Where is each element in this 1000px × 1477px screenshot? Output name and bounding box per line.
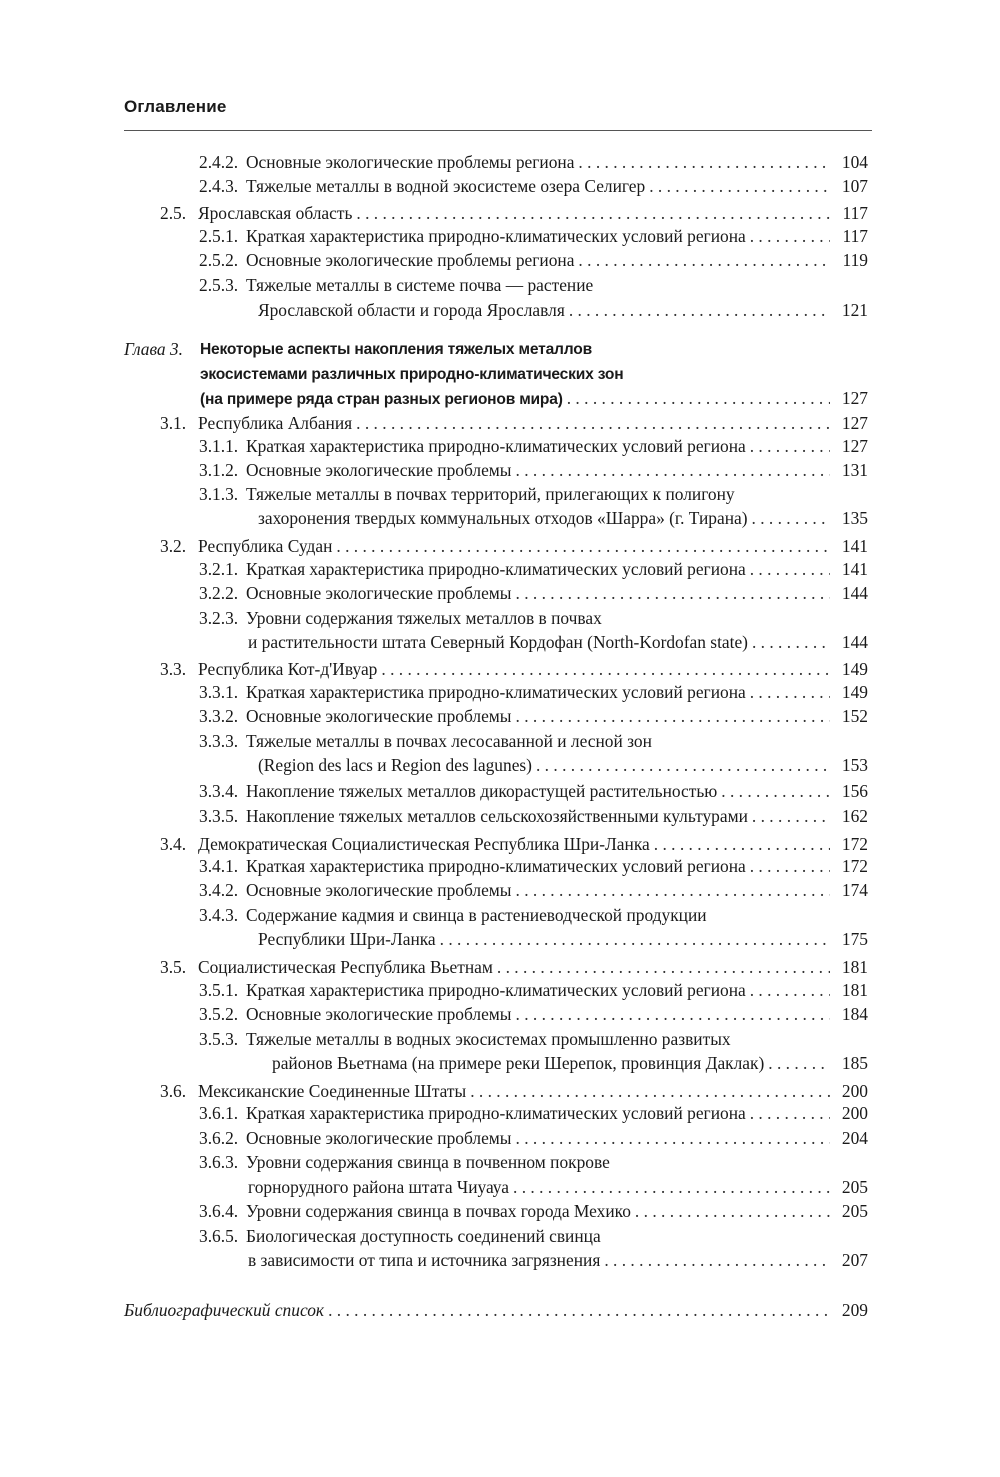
toc-entry[interactable] <box>0 557 1000 582</box>
section-title: Уровни содержания свинца в почвенном покрове <box>246 1152 610 1172</box>
page-number: 104 <box>841 152 868 172</box>
toc-entry[interactable] <box>0 779 1000 804</box>
toc-entry[interactable] <box>0 1101 1000 1126</box>
section-number: 3.4.3. <box>199 905 239 925</box>
page-number: 149 <box>841 682 868 702</box>
section-title: Основные экологические проблемы <box>246 880 512 900</box>
page-number: 181 <box>841 957 868 977</box>
toc-entry[interactable] <box>0 1051 1000 1076</box>
chapter-title: Некоторые аспекты накопления тяжелых металлов <box>200 341 592 358</box>
toc-entry[interactable] <box>0 680 1000 705</box>
section-title: Ярославской области и города Ярославля <box>258 300 565 320</box>
toc-entry[interactable] <box>0 273 1000 298</box>
section-number: 3.3.5. <box>199 806 239 826</box>
page-number: 127 <box>841 388 868 408</box>
section-title: захоронения твердых коммунальных отходов «Шарра» (г. Тирана) <box>258 508 748 528</box>
dot-leader <box>750 1101 830 1126</box>
section-title: Краткая характеристика природно-климатических условий региона <box>246 559 746 579</box>
page-number: 152 <box>841 706 868 726</box>
header-rule <box>124 130 872 131</box>
section-title: Основные экологические проблемы <box>246 706 512 726</box>
dot-leader <box>750 557 830 582</box>
toc-entry[interactable] <box>0 411 1000 436</box>
section-title: Краткая характеристика природно-климатических условий региона <box>246 226 746 246</box>
section-number: 3.5.1. <box>199 980 239 1000</box>
toc-entry[interactable] <box>0 1298 1000 1323</box>
dot-leader <box>356 201 830 226</box>
toc-entry[interactable] <box>0 458 1000 483</box>
page-number: 131 <box>841 460 868 480</box>
toc-entry[interactable] <box>0 1150 1000 1175</box>
section-number: 3.5. <box>160 957 187 977</box>
section-title: Тяжелые металлы в почвах лесосаванной и лесной зон <box>246 731 652 751</box>
page-number: 117 <box>842 203 868 223</box>
toc-entry[interactable] <box>0 224 1000 249</box>
page-number: 141 <box>841 559 868 579</box>
section-title: Содержание кадмия и свинца в растениеводческой продукции <box>246 905 707 925</box>
section-title: горнорудного района штата Чиуауа <box>248 1177 509 1197</box>
section-number: 3.6.2. <box>199 1128 239 1148</box>
section-number: 3.4. <box>160 834 187 854</box>
toc-entry[interactable] <box>0 534 1000 559</box>
dot-leader <box>635 1199 830 1224</box>
page-number: 153 <box>841 755 868 775</box>
dot-leader <box>516 1126 831 1151</box>
section-number: 3.6.4. <box>199 1201 239 1221</box>
section-title: Республика Судан <box>198 536 333 556</box>
section-number: 3.1.1. <box>199 436 239 456</box>
section-title: Краткая характеристика природно-климатических условий региона <box>246 856 746 876</box>
page-number: 184 <box>841 1004 868 1024</box>
section-number: 3.1. <box>160 413 187 433</box>
toc-entry[interactable] <box>0 1224 1000 1249</box>
toc-entry[interactable] <box>0 386 1000 411</box>
section-title: Накопление тяжелых металлов дикорастущей растительностью <box>246 781 718 801</box>
toc-entry[interactable] <box>0 337 1000 362</box>
section-title: Уровни содержания тяжелых металлов в почвах <box>246 608 602 628</box>
dot-leader <box>752 506 830 531</box>
chapter-label: Глава 3. <box>124 339 183 359</box>
dot-leader <box>516 458 831 483</box>
toc-entry[interactable] <box>0 729 1000 754</box>
toc-entry[interactable] <box>0 927 1000 952</box>
page-number: 107 <box>841 176 868 196</box>
dot-leader <box>516 581 831 606</box>
toc-entry[interactable] <box>0 174 1000 199</box>
page-number: 172 <box>841 834 868 854</box>
dot-leader <box>569 298 830 323</box>
page-number: 127 <box>841 413 868 433</box>
toc-entry[interactable] <box>0 606 1000 631</box>
section-number: 3.3. <box>160 659 187 679</box>
section-number: 3.2.1. <box>199 559 239 579</box>
section-title: Основные экологические проблемы региона <box>246 250 575 270</box>
section-title: Республика Кот-д'Ивуар <box>198 659 378 679</box>
page-number: 185 <box>841 1053 868 1073</box>
page-number: 141 <box>841 536 868 556</box>
page-number: 200 <box>841 1081 868 1101</box>
section-number: 3.3.4. <box>199 781 239 801</box>
section-title: Демократическая Социалистическая Республика Шри-Ланка <box>198 834 650 854</box>
page-number: 119 <box>842 250 868 270</box>
toc-entry[interactable] <box>0 1199 1000 1224</box>
section-title: Тяжелые металлы в почвах территорий, прилегающих к полигону <box>246 484 735 504</box>
toc-entry[interactable] <box>0 955 1000 980</box>
section-title: Мексиканские Соединенные Штаты <box>198 1081 467 1101</box>
toc-entry[interactable] <box>0 903 1000 928</box>
section-title: Основные экологические проблемы <box>246 583 512 603</box>
page-number: 162 <box>841 806 868 826</box>
dot-leader <box>649 174 830 199</box>
section-title: Накопление тяжелых металлов сельскохозяйственными культурами <box>246 806 748 826</box>
section-title: Краткая характеристика природно-климатических условий региона <box>246 1103 746 1123</box>
section-title: (Region des lacs и Region des lagunes) <box>258 755 532 775</box>
dot-leader <box>497 955 830 980</box>
toc-entry[interactable] <box>0 248 1000 273</box>
toc-entry[interactable] <box>0 804 1000 829</box>
page-number: 127 <box>841 436 868 456</box>
dot-leader <box>604 1248 830 1273</box>
page-number: 205 <box>841 1177 868 1197</box>
section-number: 3.1.3. <box>199 484 239 504</box>
toc-entry[interactable] <box>0 201 1000 226</box>
section-number: 3.3.3. <box>199 731 239 751</box>
toc-entry[interactable] <box>0 878 1000 903</box>
dot-leader <box>750 680 830 705</box>
section-title: Ярославская область <box>198 203 353 223</box>
page-number: 135 <box>841 508 868 528</box>
dot-leader <box>513 1175 830 1200</box>
section-title: Краткая характеристика природно-климатических условий региона <box>246 682 746 702</box>
page-number: 204 <box>841 1128 868 1148</box>
section-number: 2.5. <box>160 203 187 223</box>
dot-leader <box>750 224 830 249</box>
toc-entry[interactable] <box>0 1175 1000 1200</box>
section-number: 3.2.2. <box>199 583 239 603</box>
dot-leader <box>516 704 831 729</box>
dot-leader <box>516 878 831 903</box>
toc-entry[interactable] <box>0 1126 1000 1151</box>
section-title: Тяжелые металлы в системе почва — растение <box>246 275 594 295</box>
section-number: 2.4.2. <box>199 152 239 172</box>
dot-leader <box>750 434 830 459</box>
section-number: 3.5.3. <box>199 1029 239 1049</box>
dot-leader <box>578 248 830 273</box>
toc-entry[interactable] <box>0 978 1000 1003</box>
section-number: 3.6. <box>160 1081 187 1101</box>
toc-entry[interactable] <box>0 1248 1000 1273</box>
page-number: 144 <box>841 583 868 603</box>
section-number: 3.3.2. <box>199 706 239 726</box>
page-number: 144 <box>841 632 868 652</box>
chapter-title: экосистемами различных природно-климатических зон <box>200 366 624 383</box>
section-number: 3.2. <box>160 536 187 556</box>
toc-entry[interactable] <box>0 1002 1000 1027</box>
page-number: 209 <box>841 1300 868 1320</box>
dot-leader <box>752 804 830 829</box>
section-title: в зависимости от типа и источника загрязнения <box>248 1250 601 1270</box>
page-number: 172 <box>841 856 868 876</box>
dot-leader <box>567 386 830 411</box>
chapter-title: (на примере ряда стран разных регионов мира) <box>200 391 563 408</box>
toc-entry[interactable] <box>0 298 1000 323</box>
page-number: 121 <box>841 300 868 320</box>
dot-leader <box>328 1298 830 1323</box>
section-title: Тяжелые металлы в водных экосистемах промышленно развитых <box>246 1029 731 1049</box>
section-title: Уровни содержания свинца в почвах города Мехико <box>246 1201 631 1221</box>
toc-entry[interactable] <box>0 704 1000 729</box>
dot-leader <box>440 927 830 952</box>
toc-entry[interactable] <box>0 630 1000 655</box>
section-title: Тяжелые металлы в водной экосистеме озера Селигер <box>246 176 646 196</box>
section-title: районов Вьетнама (на примере реки Шерепок, провинция Даклак) <box>272 1053 765 1073</box>
section-number: 3.6.1. <box>199 1103 239 1123</box>
dot-leader <box>536 753 830 778</box>
toc-entry[interactable] <box>0 854 1000 879</box>
page-number: 181 <box>841 980 868 1000</box>
toc-entry[interactable] <box>0 657 1000 682</box>
section-number: 3.4.1. <box>199 856 239 876</box>
page-number: 156 <box>841 781 868 801</box>
toc-entry[interactable] <box>0 753 1000 778</box>
section-number: 3.6.3. <box>199 1152 239 1172</box>
section-title: Биологическая доступность соединений свинца <box>246 1226 601 1246</box>
section-title: Краткая характеристика природно-климатических условий региона <box>246 436 746 456</box>
dot-leader <box>578 150 830 175</box>
page-number: 117 <box>842 226 868 246</box>
dot-leader <box>721 779 830 804</box>
section-title: Основные экологические проблемы <box>246 1128 512 1148</box>
toc-entry[interactable] <box>0 482 1000 507</box>
dot-leader <box>750 854 830 879</box>
dot-leader <box>750 978 830 1003</box>
running-head-title: Оглавление <box>124 97 227 116</box>
dot-leader <box>768 1051 830 1076</box>
bibliography-title: Библиографический список <box>124 1300 325 1320</box>
section-title: Республика Албания <box>198 413 353 433</box>
section-number: 2.5.1. <box>199 226 239 246</box>
section-title: Краткая характеристика природно-климатических условий региона <box>246 980 746 1000</box>
section-number: 3.1.2. <box>199 460 239 480</box>
section-number: 3.6.5. <box>199 1226 239 1246</box>
section-title: и растительности штата Северный Кордофан (North-Kordofan state) <box>248 632 748 652</box>
page-number: 205 <box>841 1201 868 1221</box>
dot-leader <box>356 411 830 436</box>
toc-entry[interactable] <box>0 150 1000 175</box>
section-number: 3.5.2. <box>199 1004 239 1024</box>
page-number: 175 <box>841 929 868 949</box>
toc-entry[interactable] <box>0 434 1000 459</box>
section-number: 3.4.2. <box>199 880 239 900</box>
page-number: 149 <box>841 659 868 679</box>
page-number: 200 <box>841 1103 868 1123</box>
dot-leader <box>336 534 830 559</box>
toc-entry[interactable] <box>0 1027 1000 1052</box>
section-number: 3.2.3. <box>199 608 239 628</box>
toc-entry[interactable] <box>0 506 1000 531</box>
page-number: 174 <box>841 880 868 900</box>
dot-leader <box>752 630 830 655</box>
section-number: 2.5.2. <box>199 250 239 270</box>
dot-leader <box>381 657 830 682</box>
section-title: Основные экологические проблемы <box>246 1004 512 1024</box>
section-number: 3.3.1. <box>199 682 239 702</box>
section-title: Основные экологические проблемы региона <box>246 152 575 172</box>
section-number: 2.4.3. <box>199 176 239 196</box>
section-number: 2.5.3. <box>199 275 239 295</box>
toc-entry[interactable] <box>0 362 1000 387</box>
toc-entry[interactable] <box>0 581 1000 606</box>
section-title: Основные экологические проблемы <box>246 460 512 480</box>
section-title: Социалистическая Республика Вьетнам <box>198 957 493 977</box>
section-title: Республики Шри-Ланка <box>258 929 436 949</box>
page-number: 207 <box>841 1250 868 1270</box>
dot-leader <box>516 1002 831 1027</box>
